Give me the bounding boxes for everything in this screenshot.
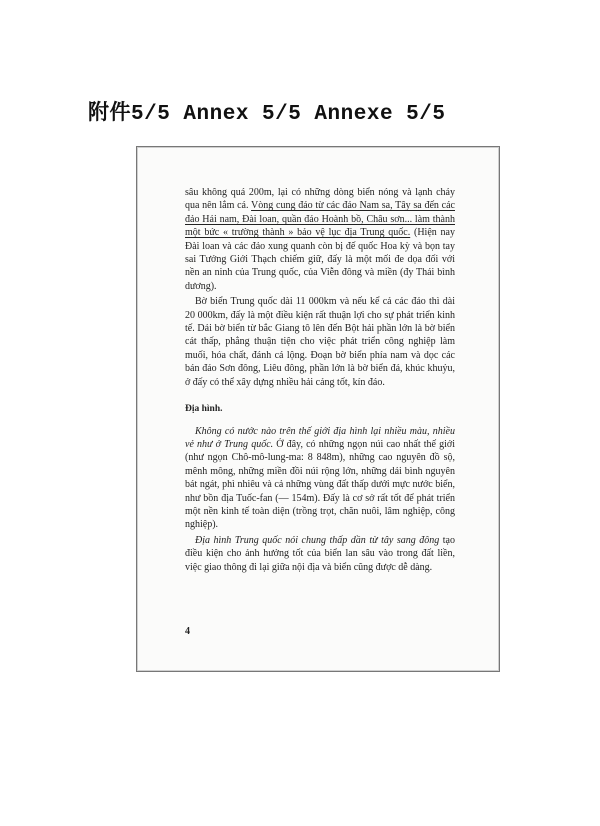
- paragraph-4-text: tạo điều kiện cho ảnh hưởng tốt của biển lan sâu vào trong đất liền, việc giao thông đi lại giữa nội địa và biển cũng được dễ dàng.: [185, 534, 455, 573]
- paragraph-3-italic: Không có nước nào trên thế giới địa hình lại nhiều màu, nhiều vẻ như ở Trung quốc.: [185, 425, 455, 450]
- paragraph-4-italic: Địa hình Trung quốc nói chung thấp dần từ tây sang đông: [195, 534, 440, 546]
- paragraph-3-text: Ở đây, có những ngọn núi cao nhất thế giới (như ngọn Chô-mô-lung-ma: 8 848m), những cao nguyên đồ sộ, mênh mông, những miền đồi núi rộng lớn, những dải bình nguyên bát ngát, phì nhiêu và cả những vùng đất thấp dưới mực nước biển, như bồn địa Tuốc-fan (— 154m). Đấy là cơ sở rất tốt để phát triển một nền kinh tế toàn diện (trồng trọt, chăn nuôi, lâm nghiệp, công nghiệp).: [185, 438, 455, 531]
- paragraph-1: [185, 186, 455, 293]
- paragraph-1-end: (Hiện nay Đài loan và các đảo xung quanh còn bị đế quốc Hoa kỳ và bọn tay sai Tưởng Giới Thạch chiếm giữ, đấy là một mối đe dọa đối với nền an ninh của Trung quốc, của Viễn đông và miền (đy Thái bình dương).: [185, 227, 455, 292]
- page-number: 4: [185, 626, 190, 637]
- section-heading: Địa hình.: [185, 404, 223, 415]
- annex-header: 附件5/5 Annex 5/5 Annexe 5/5: [88, 103, 446, 126]
- paragraph-3: [185, 425, 455, 532]
- paragraph-1-start: sâu không quá 200m, lại có những dòng biển nóng và lạnh chảy qua nên lắm cá.: [185, 187, 455, 212]
- scanned-page-body: [185, 186, 455, 576]
- paragraph-4: [185, 534, 455, 574]
- paragraph-2: Bờ biển Trung quốc dài 11 000km và nếu kể cả các đảo thì dài 20 000km, đấy là một điều kiện rất thuận lợi cho sự phát triển kinh tế. Dải bờ biển từ bắc Giang tô lên đến Bột hải phần lớn là bờ biển cát thấp, phẳng thuận tiện cho việc phát triển công nghiệp làm muối, hóa chất, đánh cá lộng. Đoạn bờ biển phía nam và dọc các bán đảo Sơn đông, Liêu đông, phần lớn là bờ biển đá, khúc khuỷu, ở đấy có thể xây dựng nhiều hải cảng tốt, kín đáo.: [185, 296, 455, 388]
- underlined-passage: Vòng cung đảo từ các đảo Nam sa, Tây sa đến các đảo Hải nam, Đài loan, quần đảo Hoành bồ, Châu sơn... làm thành một bức « trường thành » bảo vệ lục địa Trung quốc.: [185, 200, 455, 239]
